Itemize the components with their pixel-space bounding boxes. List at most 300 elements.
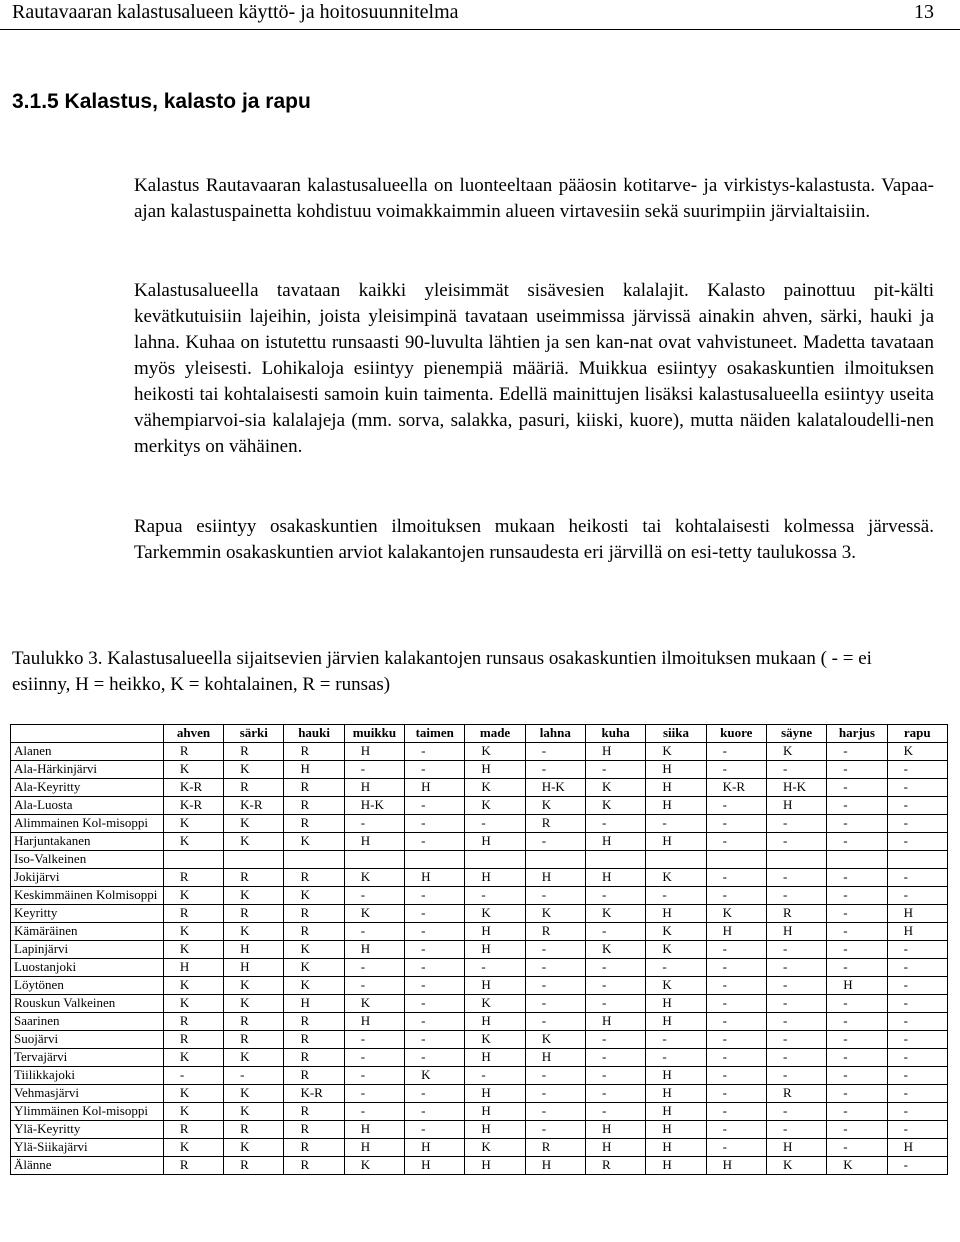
abundance-cell: K xyxy=(224,815,284,833)
abundance-cell: K xyxy=(163,1103,223,1121)
abundance-cell: K xyxy=(465,779,525,797)
abundance-cell xyxy=(766,851,826,869)
abundance-cell: - xyxy=(525,941,585,959)
abundance-cell: - xyxy=(827,959,887,977)
abundance-cell: - xyxy=(405,761,465,779)
header-cell-10: kuore xyxy=(706,725,766,743)
abundance-cell: - xyxy=(766,815,826,833)
header-cell-5: taimen xyxy=(405,725,465,743)
abundance-cell: K xyxy=(465,905,525,923)
abundance-cell: - xyxy=(887,995,947,1013)
abundance-cell: - xyxy=(827,1013,887,1031)
abundance-cell: K xyxy=(163,995,223,1013)
abundance-cell: R xyxy=(224,869,284,887)
abundance-cell: - xyxy=(706,941,766,959)
abundance-cell: - xyxy=(344,1085,404,1103)
abundance-cell: K xyxy=(525,797,585,815)
abundance-cell: R xyxy=(284,1049,344,1067)
table-row xyxy=(11,797,948,815)
abundance-cell: H xyxy=(344,941,404,959)
abundance-cell: - xyxy=(405,1031,465,1049)
abundance-cell: - xyxy=(827,887,887,905)
abundance-cell: H xyxy=(646,797,706,815)
abundance-cell xyxy=(344,851,404,869)
abundance-cell: - xyxy=(525,1103,585,1121)
abundance-cell: - xyxy=(706,1121,766,1139)
lake-name-cell: Tervajärvi xyxy=(11,1049,164,1067)
abundance-cell: R xyxy=(284,779,344,797)
lake-name-cell: Ala-Härkinjärvi xyxy=(11,761,164,779)
abundance-cell: - xyxy=(706,1139,766,1157)
abundance-cell: K xyxy=(163,977,223,995)
abundance-cell: - xyxy=(586,995,646,1013)
abundance-cell: - xyxy=(344,1103,404,1121)
header-cell-2: särki xyxy=(224,725,284,743)
abundance-cell: - xyxy=(646,1031,706,1049)
abundance-cell: - xyxy=(344,1031,404,1049)
abundance-cell: K xyxy=(163,941,223,959)
abundance-cell: - xyxy=(827,1103,887,1121)
table-row xyxy=(11,1031,948,1049)
abundance-cell: H xyxy=(766,797,826,815)
abundance-cell: - xyxy=(586,815,646,833)
abundance-cell: K xyxy=(224,1103,284,1121)
abundance-cell: - xyxy=(887,941,947,959)
abundance-cell: - xyxy=(706,815,766,833)
abundance-cell: H xyxy=(465,1103,525,1121)
abundance-cell: - xyxy=(827,1049,887,1067)
abundance-cell: - xyxy=(465,887,525,905)
section-heading: 3.1.5 Kalastus, kalasto ja rapu xyxy=(12,90,311,113)
abundance-cell: K xyxy=(465,1031,525,1049)
abundance-cell: - xyxy=(525,959,585,977)
abundance-cell: R xyxy=(284,743,344,761)
abundance-cell: K-R xyxy=(163,797,223,815)
abundance-cell: H xyxy=(646,1121,706,1139)
lake-name-cell: Jokijärvi xyxy=(11,869,164,887)
lake-name-cell: Ylä-Keyritty xyxy=(11,1121,164,1139)
abundance-cell: - xyxy=(344,959,404,977)
lake-name-cell: Iso-Valkeinen xyxy=(11,851,164,869)
abundance-cell: K xyxy=(706,905,766,923)
abundance-cell: H xyxy=(465,761,525,779)
table-row xyxy=(11,869,948,887)
abundance-cell: K xyxy=(465,995,525,1013)
header-cell-7: lahna xyxy=(525,725,585,743)
header-cell-9: siika xyxy=(646,725,706,743)
abundance-cell: - xyxy=(766,869,826,887)
abundance-cell: R xyxy=(766,905,826,923)
abundance-cell: R xyxy=(525,815,585,833)
abundance-cell: - xyxy=(586,1103,646,1121)
table-caption: Taulukko 3. Kalastusalueella sijaitsevien järvien kalakantojen runsaus osakaskuntien ilmoituksen mukaan ( - = ei esiinny, H = heikko, K = kohtalainen, R = runsas) xyxy=(12,648,872,695)
abundance-cell: - xyxy=(646,815,706,833)
header-cell-11: säyne xyxy=(766,725,826,743)
lake-name-cell: Alimmainen Kol-misoppi xyxy=(11,815,164,833)
abundance-cell: K xyxy=(224,923,284,941)
table-row xyxy=(11,833,948,851)
header-cell-6: made xyxy=(465,725,525,743)
abundance-cell: - xyxy=(586,1049,646,1067)
table-row xyxy=(11,761,948,779)
abundance-cell: R xyxy=(284,1157,344,1175)
abundance-cell: K xyxy=(163,1139,223,1157)
abundance-cell: R xyxy=(224,905,284,923)
abundance-cell: H xyxy=(405,1139,465,1157)
abundance-cell: K xyxy=(344,1157,404,1175)
abundance-cell: - xyxy=(405,959,465,977)
abundance-cell: K xyxy=(465,797,525,815)
table-row xyxy=(11,1067,948,1085)
abundance-cell: R xyxy=(284,1031,344,1049)
abundance-cell: - xyxy=(827,743,887,761)
lake-name-cell: Ala-Luosta xyxy=(11,797,164,815)
abundance-cell: H xyxy=(646,1103,706,1121)
abundance-cell: - xyxy=(586,959,646,977)
abundance-cell: H xyxy=(344,833,404,851)
abundance-cell: - xyxy=(827,995,887,1013)
abundance-cell: H xyxy=(465,1157,525,1175)
table-row xyxy=(11,815,948,833)
lake-name-cell: Keyritty xyxy=(11,905,164,923)
abundance-cell: - xyxy=(887,761,947,779)
abundance-cell: - xyxy=(887,779,947,797)
abundance-cell: - xyxy=(706,1031,766,1049)
abundance-cell: R xyxy=(224,779,284,797)
abundance-cell: H xyxy=(586,1121,646,1139)
abundance-cell: - xyxy=(887,1121,947,1139)
abundance-cell: - xyxy=(827,1139,887,1157)
abundance-cell: H xyxy=(706,923,766,941)
abundance-cell xyxy=(887,851,947,869)
abundance-cell: - xyxy=(706,1085,766,1103)
abundance-cell: H xyxy=(646,1067,706,1085)
abundance-cell: K-R xyxy=(224,797,284,815)
abundance-cell: K xyxy=(224,1085,284,1103)
table-row xyxy=(11,1049,948,1067)
abundance-cell: H xyxy=(887,905,947,923)
abundance-cell: R xyxy=(284,1067,344,1085)
abundance-cell: - xyxy=(706,1049,766,1067)
abundance-cell: K xyxy=(224,1139,284,1157)
abundance-cell: K xyxy=(284,977,344,995)
abundance-cell: H xyxy=(586,743,646,761)
abundance-cell: K xyxy=(766,1157,826,1175)
abundance-cell xyxy=(465,851,525,869)
lake-name-cell: Ylimmäinen Kol-misoppi xyxy=(11,1103,164,1121)
abundance-cell: H xyxy=(646,1013,706,1031)
abundance-cell: H xyxy=(646,1139,706,1157)
abundance-cell: K xyxy=(465,743,525,761)
abundance-cell: H xyxy=(827,977,887,995)
abundance-cell: - xyxy=(465,959,525,977)
abundance-cell: K xyxy=(646,923,706,941)
abundance-cell: R xyxy=(284,1103,344,1121)
abundance-cell: K xyxy=(344,869,404,887)
abundance-cell: - xyxy=(766,977,826,995)
abundance-cell: H xyxy=(465,1121,525,1139)
abundance-cell: - xyxy=(344,887,404,905)
abundance-cell xyxy=(586,851,646,869)
abundance-cell: - xyxy=(344,1067,404,1085)
abundance-cell: H xyxy=(706,1157,766,1175)
abundance-cell: - xyxy=(887,959,947,977)
lake-name-cell: Suojärvi xyxy=(11,1031,164,1049)
abundance-cell: R xyxy=(284,1121,344,1139)
abundance-cell: - xyxy=(827,797,887,815)
page-number: 13 xyxy=(914,1,934,23)
abundance-cell: - xyxy=(706,1103,766,1121)
abundance-cell: K xyxy=(465,1139,525,1157)
abundance-cell: K xyxy=(405,1067,465,1085)
abundance-cell: K xyxy=(163,815,223,833)
abundance-cell: H xyxy=(465,1049,525,1067)
lake-name-cell: Löytönen xyxy=(11,977,164,995)
abundance-cell: - xyxy=(766,959,826,977)
abundance-cell: R xyxy=(224,743,284,761)
abundance-cell: - xyxy=(827,1031,887,1049)
abundance-cell: H xyxy=(586,1013,646,1031)
table-row xyxy=(11,923,948,941)
page-header xyxy=(0,0,960,30)
abundance-cell: H xyxy=(224,959,284,977)
abundance-cell: - xyxy=(827,1067,887,1085)
abundance-cell: - xyxy=(405,1121,465,1139)
abundance-cell: K xyxy=(646,869,706,887)
abundance-cell: H xyxy=(525,1157,585,1175)
abundance-cell: H xyxy=(646,905,706,923)
lake-name-cell: Rouskun Valkeinen xyxy=(11,995,164,1013)
abundance-cell: - xyxy=(586,923,646,941)
abundance-cell: - xyxy=(525,1121,585,1139)
abundance-cell: H xyxy=(344,743,404,761)
abundance-cell: K xyxy=(224,833,284,851)
abundance-cell: H xyxy=(405,869,465,887)
abundance-cell: - xyxy=(827,869,887,887)
abundance-cell: H xyxy=(344,1013,404,1031)
abundance-cell: - xyxy=(887,1157,947,1175)
abundance-cell: H xyxy=(284,761,344,779)
abundance-cell: - xyxy=(766,1031,826,1049)
lake-name-cell: Ylä-Siikajärvi xyxy=(11,1139,164,1157)
abundance-cell: R xyxy=(586,1157,646,1175)
abundance-cell: - xyxy=(525,743,585,761)
header-cell-13: rapu xyxy=(887,725,947,743)
abundance-cell: - xyxy=(344,977,404,995)
abundance-cell: - xyxy=(646,1049,706,1067)
abundance-cell: - xyxy=(887,797,947,815)
abundance-cell: - xyxy=(706,743,766,761)
table-row xyxy=(11,905,948,923)
lake-name-cell: Luostanjoki xyxy=(11,959,164,977)
abundance-cell: - xyxy=(344,1049,404,1067)
abundance-cell: - xyxy=(887,869,947,887)
abundance-cell: R xyxy=(766,1085,826,1103)
abundance-cell: R xyxy=(163,743,223,761)
abundance-cell: H xyxy=(766,923,826,941)
abundance-cell: - xyxy=(766,1121,826,1139)
abundance-cell: - xyxy=(887,1049,947,1067)
abundance-cell: - xyxy=(827,923,887,941)
abundance-cell: K xyxy=(525,905,585,923)
abundance-cell: K xyxy=(827,1157,887,1175)
abundance-cell: - xyxy=(706,1013,766,1031)
abundance-cell: - xyxy=(887,1103,947,1121)
abundance-cell: R xyxy=(284,1139,344,1157)
abundance-cell: H xyxy=(646,995,706,1013)
abundance-cell: - xyxy=(827,1121,887,1139)
abundance-cell: H xyxy=(465,923,525,941)
table-row xyxy=(11,1103,948,1121)
abundance-cell: - xyxy=(405,1013,465,1031)
table-row xyxy=(11,743,948,761)
abundance-cell: - xyxy=(766,1067,826,1085)
abundance-cell xyxy=(224,851,284,869)
abundance-cell: K xyxy=(646,977,706,995)
header-cell-8: kuha xyxy=(586,725,646,743)
abundance-cell: - xyxy=(706,887,766,905)
abundance-cell xyxy=(646,851,706,869)
abundance-cell: R xyxy=(224,1121,284,1139)
abundance-cell: R xyxy=(284,905,344,923)
abundance-cell: - xyxy=(586,761,646,779)
abundance-cell: - xyxy=(344,761,404,779)
abundance-cell: K xyxy=(344,995,404,1013)
abundance-cell: H xyxy=(465,869,525,887)
abundance-cell xyxy=(525,851,585,869)
abundance-cell: H xyxy=(525,869,585,887)
abundance-cell: H xyxy=(163,959,223,977)
abundance-cell: R xyxy=(284,797,344,815)
abundance-cell: K xyxy=(887,743,947,761)
abundance-cell: H xyxy=(405,1157,465,1175)
abundance-cell: H xyxy=(586,869,646,887)
abundance-cell: - xyxy=(405,1085,465,1103)
abundance-cell: - xyxy=(887,833,947,851)
abundance-cell xyxy=(827,851,887,869)
abundance-cell: R xyxy=(525,1139,585,1157)
table-row xyxy=(11,977,948,995)
abundance-cell: - xyxy=(344,815,404,833)
abundance-cell xyxy=(284,851,344,869)
abundance-cell: - xyxy=(706,977,766,995)
abundance-cell: H xyxy=(646,779,706,797)
abundance-cell: - xyxy=(827,815,887,833)
lake-name-cell: Kämäräinen xyxy=(11,923,164,941)
abundance-cell: - xyxy=(887,887,947,905)
abundance-cell: H xyxy=(887,1139,947,1157)
abundance-cell: H xyxy=(465,833,525,851)
abundance-cell: H xyxy=(887,923,947,941)
abundance-cell: - xyxy=(465,815,525,833)
header-cell-3: hauki xyxy=(284,725,344,743)
abundance-cell: - xyxy=(525,1085,585,1103)
abundance-cell: - xyxy=(766,1103,826,1121)
abundance-cell: R xyxy=(284,923,344,941)
abundance-cell: H-K xyxy=(344,797,404,815)
lake-name-cell: Vehmasjärvi xyxy=(11,1085,164,1103)
abundance-cell: R xyxy=(284,1013,344,1031)
table-row xyxy=(11,995,948,1013)
abundance-cell: - xyxy=(827,761,887,779)
table-row xyxy=(11,1085,948,1103)
abundance-cell: K xyxy=(284,941,344,959)
abundance-cell: - xyxy=(827,941,887,959)
abundance-cell: - xyxy=(586,1067,646,1085)
abundance-cell: - xyxy=(525,887,585,905)
abundance-cell: - xyxy=(766,761,826,779)
abundance-cell: H xyxy=(586,833,646,851)
paragraph-crayfish: Rapua esiintyy osakaskuntien ilmoituksen mukaan heikosti tai kohtalaisesti kolmessa järvessä. Tarkemmin osakaskuntien arviot kalakantojen runsaudesta eri järvillä on esi-tetty taulukossa 3. xyxy=(134,516,934,563)
abundance-cell: - xyxy=(405,743,465,761)
abundance-cell: - xyxy=(766,941,826,959)
abundance-cell: K xyxy=(163,887,223,905)
abundance-cell: - xyxy=(405,995,465,1013)
abundance-cell: H xyxy=(465,1085,525,1103)
table-row xyxy=(11,779,948,797)
table-row xyxy=(11,1157,948,1175)
header-cell-lake xyxy=(11,725,164,743)
abundance-cell: H xyxy=(766,1139,826,1157)
lake-name-cell: Ala-Keyritty xyxy=(11,779,164,797)
table-header-row xyxy=(11,725,948,743)
header-cell-4: muikku xyxy=(344,725,404,743)
abundance-cell: - xyxy=(405,941,465,959)
abundance-cell: - xyxy=(405,977,465,995)
abundance-cell: K xyxy=(163,1049,223,1067)
abundance-cell xyxy=(405,851,465,869)
abundance-cell: R xyxy=(163,1031,223,1049)
abundance-cell: H xyxy=(646,761,706,779)
abundance-cell: R xyxy=(284,869,344,887)
abundance-cell: - xyxy=(766,1013,826,1031)
abundance-cell: - xyxy=(706,797,766,815)
abundance-cell: - xyxy=(405,923,465,941)
abundance-cell: - xyxy=(405,815,465,833)
abundance-cell: - xyxy=(887,815,947,833)
abundance-cell: - xyxy=(344,923,404,941)
abundance-cell: - xyxy=(586,887,646,905)
abundance-cell: H xyxy=(646,1157,706,1175)
paragraph-fish-species: Kalastusalueella tavataan kaikki yleisimmät sisävesien kalalajit. Kalasto painottuu pit-kälti kevätkutuisiin lajeihin, joista yleisimpinä tavataan useimmissa järvissä ainakin ahven, särki, hauki ja lahna. Kuhaa on istutettu runsaasti 90-luvulta lähtien ja sen kan-nat ovat vahvistuneet. Madetta tavataan myös yleisesti. Lohikaloja esiintyy pienempiä määriä. Muikkua esiintyy osakaskuntien ilmoituksen heikosti tai kohtalaisesti samoin kuin taimenta. Edellä mainittujen lisäksi kalastusalueella esiintyy useita vähempiarvoi-sia kalalajeja (mm. sorva, salakka, pasuri, kiiski, kuore), mutta näiden kalataloudelli-nen merkitys on vähäinen. xyxy=(134,280,934,457)
abundance-cell: K xyxy=(344,905,404,923)
abundance-cell: - xyxy=(224,1067,284,1085)
fish-abundance-table xyxy=(10,724,948,1175)
lake-name-cell: Älänne xyxy=(11,1157,164,1175)
abundance-cell: K xyxy=(646,743,706,761)
abundance-cell: H xyxy=(646,1085,706,1103)
abundance-cell xyxy=(163,851,223,869)
abundance-cell: - xyxy=(827,779,887,797)
abundance-cell xyxy=(706,851,766,869)
lake-name-cell: Alanen xyxy=(11,743,164,761)
abundance-cell: - xyxy=(465,1067,525,1085)
abundance-cell: - xyxy=(586,1031,646,1049)
abundance-cell: R xyxy=(224,1157,284,1175)
abundance-cell: K xyxy=(586,797,646,815)
abundance-cell: K xyxy=(284,833,344,851)
abundance-cell: H xyxy=(405,779,465,797)
abundance-cell: H-K xyxy=(525,779,585,797)
abundance-cell: H xyxy=(344,1139,404,1157)
abundance-cell: - xyxy=(405,833,465,851)
abundance-cell: - xyxy=(827,905,887,923)
document-title: Rautavaaran kalastusalueen käyttö- ja hoitosuunnitelma xyxy=(12,1,459,23)
abundance-cell: R xyxy=(163,869,223,887)
abundance-cell: - xyxy=(887,1085,947,1103)
lake-name-cell: Saarinen xyxy=(11,1013,164,1031)
table-row xyxy=(11,1013,948,1031)
